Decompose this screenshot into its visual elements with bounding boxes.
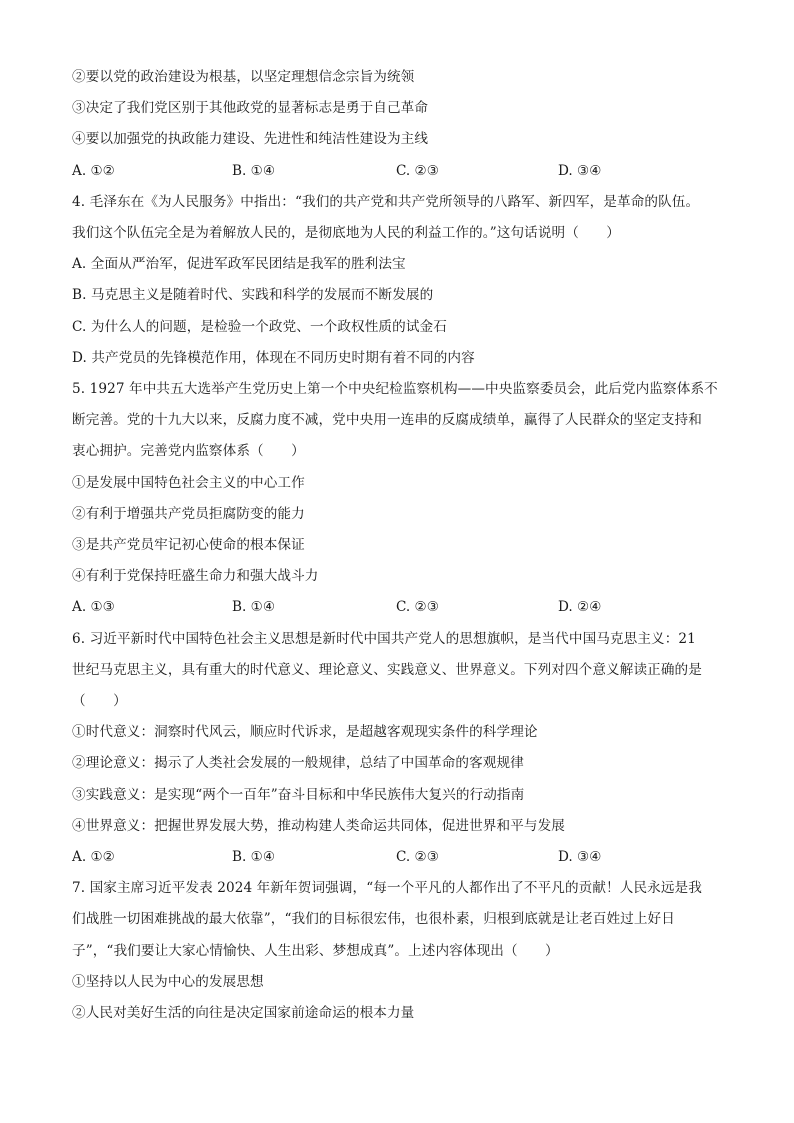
question-stem-line: 5. 1927 年中共五大选举产生党历史上第一个中央纪检监察机构——中央监察委员会，此后党内监察体系不 [72,381,718,398]
question-stem-line: （ ） [72,693,127,710]
statement-item: ②有利于增强共产党员拒腐防变的能力 [72,505,305,522]
question-6-options [72,842,722,873]
question-7-items [72,967,722,1029]
option-b[interactable]: B. 马克思主义是随着时代、实践和科学的发展而不断发展的 [72,287,434,304]
option-a[interactable]: A. ①② [72,162,115,179]
option-b[interactable]: B. ①④ [232,162,276,179]
option-d[interactable]: D. ③④ [558,849,602,866]
question-stem-line: 6. 习近平新时代中国特色社会主义思想是新时代中国共产党人的思想旗帜，是当代中国马克思主义：21 [72,630,696,647]
option-c[interactable]: C. ②③ [396,162,439,179]
question-4-stem [72,187,722,249]
question-stem-line: 子”，“我们要让大家心情愉快、人生出彩、梦想成真”。上述内容体现出（ ） [72,942,559,959]
statement-item: ④有利于党保持旺盛生命力和强大战斗力 [72,568,319,585]
question-stem-line: 4. 毛泽东在《为人民服务》中指出：“我们的共产党和共产党所领导的八路军、新四军，是革命的队伍。 [72,193,700,210]
option-d[interactable]: D. 共产党员的先锋模范作用，体现在不同历史时期有着不同的内容 [72,349,475,366]
statement-item: ④要以加强党的执政能力建设、先进性和纯洁性建设为主线 [72,131,429,148]
option-c[interactable]: C. 为什么人的问题，是检验一个政党、一个政权性质的试金石 [72,318,447,335]
question-stem-line: 世纪马克思主义，具有重大的时代意义、理论意义、实践意义、世界意义。下列对四个意义解读正确的是 [72,661,702,678]
question-stem-line: 衷心拥护。完善党内监察体系（ ） [72,443,305,460]
question-3-options [72,156,722,187]
statement-item: ②人民对美好生活的向往是决定国家前途命运的根本力量 [72,1005,415,1022]
question-5-stem [72,374,722,468]
statement-item: ②要以党的政治建设为根基，以坚定理想信念宗旨为统领 [72,69,415,85]
question-stem-line: 7. 国家主席习近平发表 2024 年新年贺词强调，“每一个平凡的人都作出了不平凡的贡献！人民永远是我 [72,880,702,897]
statement-item: ③实践意义：是实现“两个一百年”奋斗目标和中华民族伟大复兴的行动指南 [72,786,525,803]
statement-item: ③是共产党员牢记初心使命的根本保证 [72,537,305,554]
question-5-options [72,592,722,623]
question-stem-line: 断完善。党的十九大以来，反腐力度不减，党中央用一连串的反腐成绩单，赢得了人民群众的坚定支持和 [72,412,702,429]
option-b[interactable]: B. ①④ [232,599,276,616]
statement-item: ④世界意义：把握世界发展大势，推动构建人类命运共同体，促进世界和平与发展 [72,817,565,834]
statement-item: ①是发展中国特色社会主义的中心工作 [72,474,305,491]
option-c[interactable]: C. ②③ [396,849,439,866]
question-6-items [72,717,722,842]
option-a[interactable]: A. ①② [72,849,115,866]
question-stem-line: 我们这个队伍完全是为着解放人民的，是彻底地为人民的利益工作的。”这句话说明（ ） [72,225,620,241]
statement-item: ③决定了我们党区别于其他政党的显著标志是勇于自己革命 [72,100,429,117]
statement-item: ①坚持以人民为中心的发展思想 [72,973,264,990]
question-7-stem [72,873,722,967]
option-a[interactable]: A. 全面从严治军，促进军政军民团结是我军的胜利法宝 [72,256,406,273]
question-3-items [72,62,722,156]
statement-item: ②理论意义：揭示了人类社会发展的一般规律，总结了中国革命的客观规律 [72,755,524,772]
question-5-items [72,468,722,593]
option-c[interactable]: C. ②③ [396,599,439,616]
question-stem-line: 们战胜一切困难挑战的最大依靠”，“我们的目标很宏伟，也很朴素，归根到底就是让老百姓过上好日 [72,911,675,928]
option-d[interactable]: D. ③④ [558,162,602,179]
question-6-stem [72,624,722,718]
option-b[interactable]: B. ①④ [232,849,276,866]
statement-item: ①时代意义：洞察时代风云，顺应时代诉求，是超越客观现实条件的科学理论 [72,724,538,741]
question-4-choices [72,249,722,374]
option-d[interactable]: D. ②④ [558,599,602,616]
option-a[interactable]: A. ①③ [72,599,115,616]
